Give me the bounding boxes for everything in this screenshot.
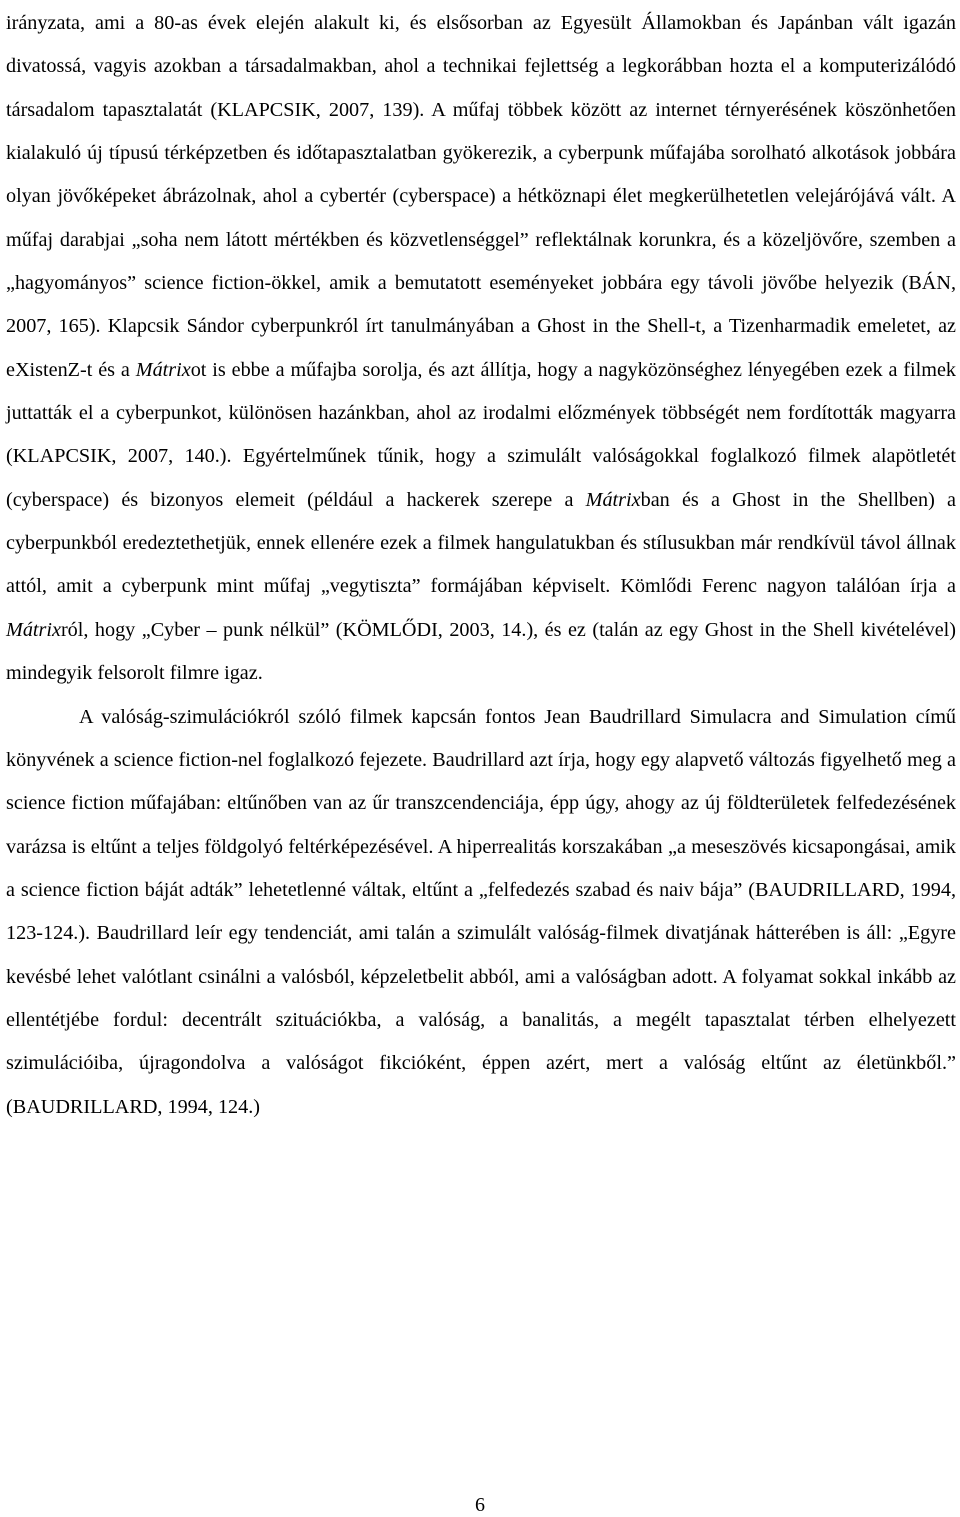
paragraph-text: irányzata, ami a 80-as évek elején alakult ki, és elsősorban az Egyesült Államokban és Japánban vált igazán divatossá, vagyis azokban a társadalmakban, ahol a technikai fejlettség a legkorábban hozta el a komputerizálódó társadalom tapasztalatát (KLAPCSIK, 2007, 139). A műfaj többek között az internet térnyerésének köszönhetően kialakuló új típusú térképzetben és időtapasztalatban gyökerezik, a cyberpunk műfajába sorolható alkotások jobbára olyan jövőképeket ábrázolnak, ahol a cybertér (cyberspace) a hétköznapi élet megkerülhetetlen velejárójává vált. A műfaj darabjai „soha nem látott mértékben és közvetlenséggel” reflektálnak korunkra, és a közeljövőre, szemben a „hagyományos” science fiction-ökkel, amik a bemutatott eseményeket jobbára egy távoli jövőbe helyezik (BÁN, 2007, 165). Klapcsik Sándor cyberpunkról írt tanulmányában a Ghost in the Shell-t, a Tizenharmadik emeletet, az eXistenZ-t és a [6, 12, 956, 381]
film-title: Mátrix [135, 358, 191, 381]
paragraph-text: ban és a Ghost in the Shellben) a cyberpunkból eredeztethetjük, ennek ellenére ezek a filmek hangulatukban és stílusukban már rendkívül távol állnak attól, amit a cyberpunk mint műfaj „vegytiszta” formájában képviselt. Kömlődi Ferenc nagyon találóan írja a [6, 488, 956, 598]
body-text [6, 2, 956, 1129]
paragraph: A valóság-szimulációkról szóló filmek kapcsán fontos Jean Baudrillard Simulacra and Simulation című könyvének a science fiction-nel foglalkozó fejezete. Baudrillard azt írja, hogy egy alapvető változás figyelhető meg a science fiction műfajában: eltűnőben van az űr transzcendenciája, épp úgy, ahogy az új földterületek felfedezésének varázsa is eltűnt a teljes földgolyó feltérképezésével. A hiperrealitás korszakában „a meseszövés kicsapongásai, amik a science fiction báját adták” lehetetlenné váltak, eltűnt a „felfedezés szabad és naiv bája” (BAUDRILLARD, 1994, 123-124.). Baudrillard leír egy tendenciát, ami talán a szimulált valóság-filmek divatjának hátterében is áll: „Egyre kevésbé lehet valótlant csinálni a valósból, képzeletbelit abból, ami a valóságban adott. A folyamat sokkal inkább az ellentétjébe fordul: decentrált szituációkba, a valóság, a banalitás, a megélt tapasztalat térben elhelyezett szimulációiba, újragondolva a valóságot fikcióként, éppen azért, mert a valóság eltűnt az életünkből.” (BAUDRILLARD, 1994, 124.) [6, 705, 956, 1118]
page-number: 6 [475, 1494, 485, 1516]
film-title: Mátrix [585, 488, 641, 511]
paragraph-text: ot is ebbe a műfajba sorolja, és azt állítja, hogy a nagyközönséghez lényegében ezek a filmek juttatták el a cyberpunkot, különösen hazánkban, ahol az irodalmi előzmények többségét nem fordították magyarra (KLAPCSIK, 2007, 140.). Egyértelműnek tűnik, hogy a szimulált valóságokkal foglalkozó filmek alapötletét (cyberspace) és bizonyos elemeit (például a hackerek szerepe a [6, 358, 957, 511]
film-title: Mátrix [6, 618, 61, 641]
paragraph-text: ról, hogy „Cyber – punk nélkül” (KÖMLŐDI, 2003, 14.), és ez (talán az egy Ghost in the Shell kivételével) mindegyik felsorolt filmre igaz. [6, 618, 956, 685]
paragraph [6, 2, 956, 696]
